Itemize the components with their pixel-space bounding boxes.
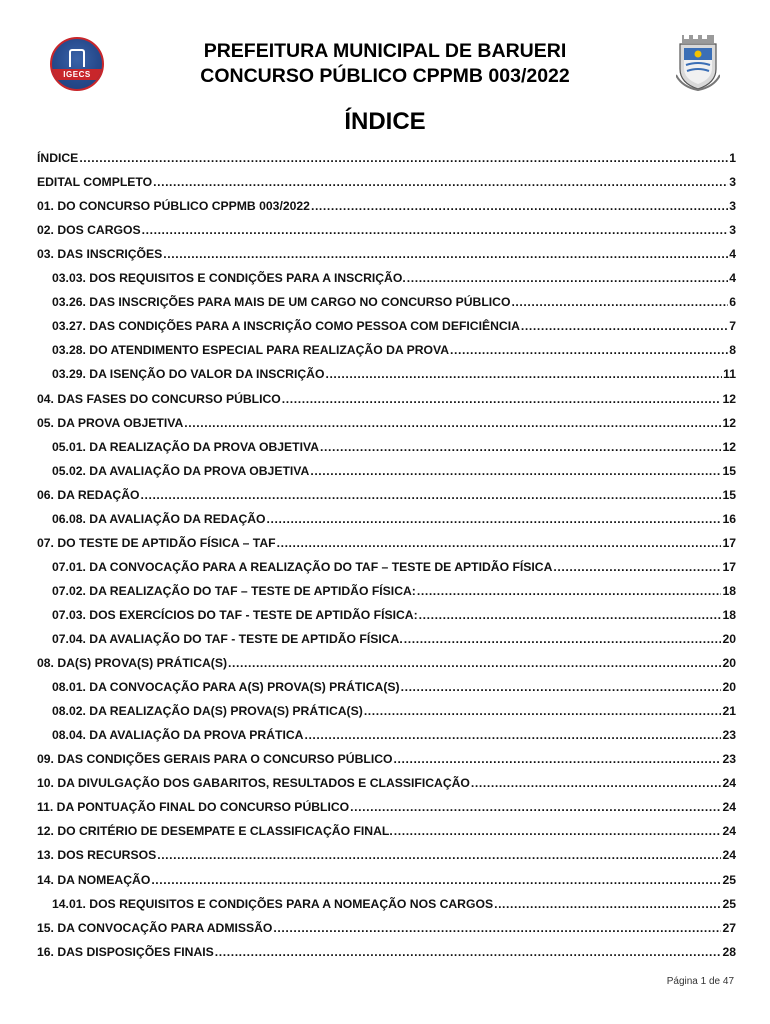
toc-entry-page: 4: [729, 271, 736, 286]
toc-leader-dots: [407, 270, 728, 286]
toc-entry[interactable]: [37, 487, 736, 503]
toc-entry[interactable]: [37, 799, 736, 815]
toc-entry-label: 05.01. DA REALIZAÇÃO DA PROVA OBJETIVA: [52, 439, 320, 454]
toc-entry-label: 15. DA CONVOCAÇÃO PARA ADMISSÃO: [37, 920, 273, 935]
toc-leader-dots: [320, 439, 721, 455]
index-title: ÍNDICE: [344, 108, 426, 135]
toc-entry-page: 6: [729, 295, 736, 310]
toc-entry-label: 03.26. DAS INSCRIÇÕES PARA MAIS DE UM CARGO NO CONCURSO PÚBLICO: [52, 295, 511, 310]
toc-leader-dots: [310, 463, 721, 479]
toc-leader-dots: [151, 872, 721, 888]
toc-entry-label: 16. DAS DISPOSIÇÕES FINAIS: [37, 944, 214, 959]
header-line-1: PREFEITURA MUNICIPAL DE BARUERI: [203, 40, 567, 62]
toc-entry-page: 24: [722, 800, 736, 815]
toc-entry-label: 03.28. DO ATENDIMENTO ESPECIAL PARA REALIZAÇÃO DA PROVA: [52, 343, 450, 358]
toc-entry-page: 4: [729, 247, 736, 262]
toc-entry-page: 25: [722, 872, 736, 887]
toc-entry-page: 17: [722, 559, 736, 574]
toc-entry[interactable]: [37, 655, 736, 671]
toc-entry-label: 03. DAS INSCRIÇÕES: [37, 247, 163, 262]
toc-leader-dots: [267, 511, 722, 527]
toc-entry-label: 12. DO CRITÉRIO DE DESEMPATE E CLASSIFICAÇÃO FINAL.: [37, 824, 393, 839]
toc-entry[interactable]: [52, 727, 736, 743]
toc-leader-dots: [325, 366, 722, 382]
toc-entry-page: 23: [722, 752, 736, 767]
toc-entry-label: 08. DA(S) PROVA(S) PRÁTICA(S): [37, 656, 228, 671]
toc-entry-label: 13. DOS RECURSOS: [37, 848, 157, 863]
toc-leader-dots: [304, 727, 721, 743]
toc-leader-dots: [163, 246, 728, 262]
toc-entry-page: 12: [722, 391, 736, 406]
toc-entry-page: 20: [722, 632, 736, 646]
toc-leader-dots: [419, 607, 722, 623]
toc-leader-dots: [394, 823, 722, 839]
toc-entry[interactable]: [37, 920, 736, 936]
toc-entry-label: 08.04. DA AVALIAÇÃO DA PROVA PRÁTICA: [52, 728, 304, 743]
toc-entry[interactable]: [37, 415, 736, 431]
toc-entry-page: 20: [722, 656, 736, 671]
toc-entry[interactable]: [37, 391, 736, 407]
toc-entry[interactable]: [52, 631, 736, 647]
page-number: Página 1 de 47: [666, 976, 734, 987]
toc-entry-label: 07.04. DA AVALIAÇÃO DO TAF - TESTE DE APTIDÃO FÍSICA.: [52, 632, 403, 646]
toc-entry[interactable]: [52, 463, 736, 479]
toc-entry-label: 03.03. DOS REQUISITOS E CONDIÇÕES PARA A INSCRIÇÃO.: [52, 271, 406, 286]
toc-leader-dots: [140, 487, 721, 503]
toc-entry-label: 06.08. DA AVALIAÇÃO DA REDAÇÃO: [52, 511, 266, 526]
toc-entry[interactable]: [37, 751, 736, 767]
toc-entry[interactable]: [52, 294, 736, 310]
toc-leader-dots: [273, 920, 721, 936]
toc-entry-page: 24: [722, 776, 736, 791]
toc-entry-label: EDITAL COMPLETO: [37, 175, 153, 190]
toc-entry-label: 11. DA PONTUAÇÃO FINAL DO CONCURSO PÚBLICO: [37, 800, 350, 815]
toc-entry-label: 05.02. DA AVALIAÇÃO DA PROVA OBJETIVA: [52, 463, 310, 478]
toc-entry[interactable]: [52, 607, 736, 623]
toc-entry-page: 23: [722, 728, 736, 743]
toc-entry-page: 16: [722, 511, 736, 526]
toc-entry-page: 18: [722, 583, 736, 598]
toc-leader-dots: [521, 318, 728, 334]
toc-entry-label: 03.27. DAS CONDIÇÕES PARA A INSCRIÇÃO COMO PESSOA COM DEFICIÊNCIA: [52, 319, 520, 334]
toc-leader-dots: [228, 655, 721, 671]
toc-entry-label: 09. DAS CONDIÇÕES GERAIS PARA O CONCURSO PÚBLICO: [37, 752, 393, 767]
toc-entry-label: 06. DA REDAÇÃO: [37, 487, 140, 502]
toc-leader-dots: [494, 896, 721, 912]
toc-leader-dots: [153, 174, 728, 190]
toc-entry[interactable]: [52, 342, 736, 358]
toc-entry-label: 05. DA PROVA OBJETIVA: [37, 415, 184, 430]
toc-leader-dots: [215, 944, 722, 960]
toc-leader-dots: [394, 751, 722, 767]
toc-entry-label: 07.02. DA REALIZAÇÃO DO TAF – TESTE DE APTIDÃO FÍSICA:: [52, 583, 416, 598]
toc-entry-page: 15: [722, 463, 736, 478]
toc-entry-label: 07.03. DOS EXERCÍCIOS DO TAF - TESTE DE APTIDÃO FÍSICA:: [52, 607, 418, 622]
toc-leader-dots: [450, 342, 728, 358]
toc-entry-page: 17: [722, 535, 736, 550]
toc-leader-dots: [417, 583, 722, 599]
toc-entry[interactable]: [52, 366, 736, 382]
toc-entry-label: 14. DA NOMEAÇÃO: [37, 872, 151, 887]
toc-entry-label: 07. DO TESTE DE APTIDÃO FÍSICA – TAF: [37, 535, 276, 550]
toc-entry-label: 10. DA DIVULGAÇÃO DOS GABARITOS, RESULTADOS E CLASSIFICAÇÃO: [37, 776, 470, 791]
toc-leader-dots: [471, 775, 722, 791]
toc-entry-label: 08.01. DA CONVOCAÇÃO PARA A(S) PROVA(S) PRÁTICA(S): [52, 680, 400, 695]
toc-entry[interactable]: [37, 150, 736, 166]
toc-entry-label: 01. DO CONCURSO PÚBLICO CPPMB 003/2022: [37, 199, 310, 214]
toc-entry-page: 24: [722, 848, 736, 863]
toc-entry-page: 28: [722, 944, 736, 959]
toc-entry[interactable]: [52, 318, 736, 334]
toc-leader-dots: [401, 679, 722, 695]
toc-entry-page: 11: [723, 367, 736, 382]
toc-entry[interactable]: [37, 535, 736, 551]
toc-leader-dots: [350, 799, 721, 815]
toc-entry[interactable]: [37, 174, 736, 190]
toc-leader-dots: [311, 198, 728, 214]
toc-entry-page: 27: [722, 920, 736, 935]
toc-entry[interactable]: [52, 896, 736, 912]
toc-leader-dots: [404, 631, 722, 647]
toc-entry[interactable]: [37, 872, 736, 888]
toc-entry-page: 12: [722, 439, 736, 454]
toc-entry[interactable]: [52, 439, 736, 455]
toc-entry-page: 12: [722, 415, 736, 430]
toc-entry-page: 25: [722, 896, 736, 911]
toc-entry-label: 07.01. DA CONVOCAÇÃO PARA A REALIZAÇÃO DO TAF – TESTE DE APTIDÃO FÍSICA: [52, 559, 553, 574]
toc-leader-dots: [157, 847, 721, 863]
toc-leader-dots: [184, 415, 721, 431]
toc-leader-dots: [79, 150, 728, 166]
toc-entry[interactable]: [37, 775, 736, 791]
toc-entry[interactable]: [37, 222, 736, 238]
header-line-2: CONCURSO PÚBLICO CPPMB 003/2022: [200, 65, 570, 87]
toc-leader-dots: [364, 703, 722, 719]
toc-entry[interactable]: [37, 198, 736, 214]
toc-entry-page: 21: [722, 704, 736, 719]
toc-entry-label: 08.02. DA REALIZAÇÃO DA(S) PROVA(S) PRÁTICA(S): [52, 704, 363, 719]
toc-entry-page: 15: [722, 487, 736, 502]
toc-entry-page: 3: [729, 199, 736, 214]
toc-leader-dots: [282, 391, 722, 407]
toc-entry-page: 7: [729, 319, 736, 334]
toc-entry[interactable]: [37, 246, 736, 262]
toc-leader-dots: [511, 294, 728, 310]
toc-entry[interactable]: [52, 583, 736, 599]
toc-entry[interactable]: [52, 270, 736, 286]
toc-entry-page: 20: [722, 680, 736, 695]
toc-entry-label: 03.29. DA ISENÇÃO DO VALOR DA INSCRIÇÃO: [52, 367, 325, 382]
toc-entry-page: 8: [729, 343, 736, 358]
toc-entry-page: 1: [729, 151, 736, 165]
toc-entry-label: ÍNDICE: [37, 151, 79, 165]
toc-entry-label: 02. DOS CARGOS: [37, 223, 141, 238]
toc-entry-page: 3: [729, 175, 736, 190]
toc-entry[interactable]: [37, 847, 736, 863]
toc-entry[interactable]: [52, 703, 736, 719]
toc-entry-label: 04. DAS FASES DO CONCURSO PÚBLICO: [37, 391, 281, 406]
toc-leader-dots: [553, 559, 721, 575]
toc-entry[interactable]: [37, 823, 736, 839]
igecs-logo-text: IGECS: [63, 70, 91, 79]
toc-entry-page: 3: [729, 223, 736, 238]
toc-leader-dots: [142, 222, 729, 238]
toc-entry-page: 24: [722, 824, 736, 839]
toc-entry[interactable]: [52, 679, 736, 695]
toc-entry-label: 14.01. DOS REQUISITOS E CONDIÇÕES PARA A NOMEAÇÃO NOS CARGOS: [52, 896, 494, 911]
toc-entry[interactable]: [52, 559, 736, 575]
toc-leader-dots: [277, 535, 722, 551]
toc-entry[interactable]: [52, 511, 736, 527]
toc-entry[interactable]: [37, 944, 736, 960]
toc-entry-page: 18: [722, 607, 736, 622]
